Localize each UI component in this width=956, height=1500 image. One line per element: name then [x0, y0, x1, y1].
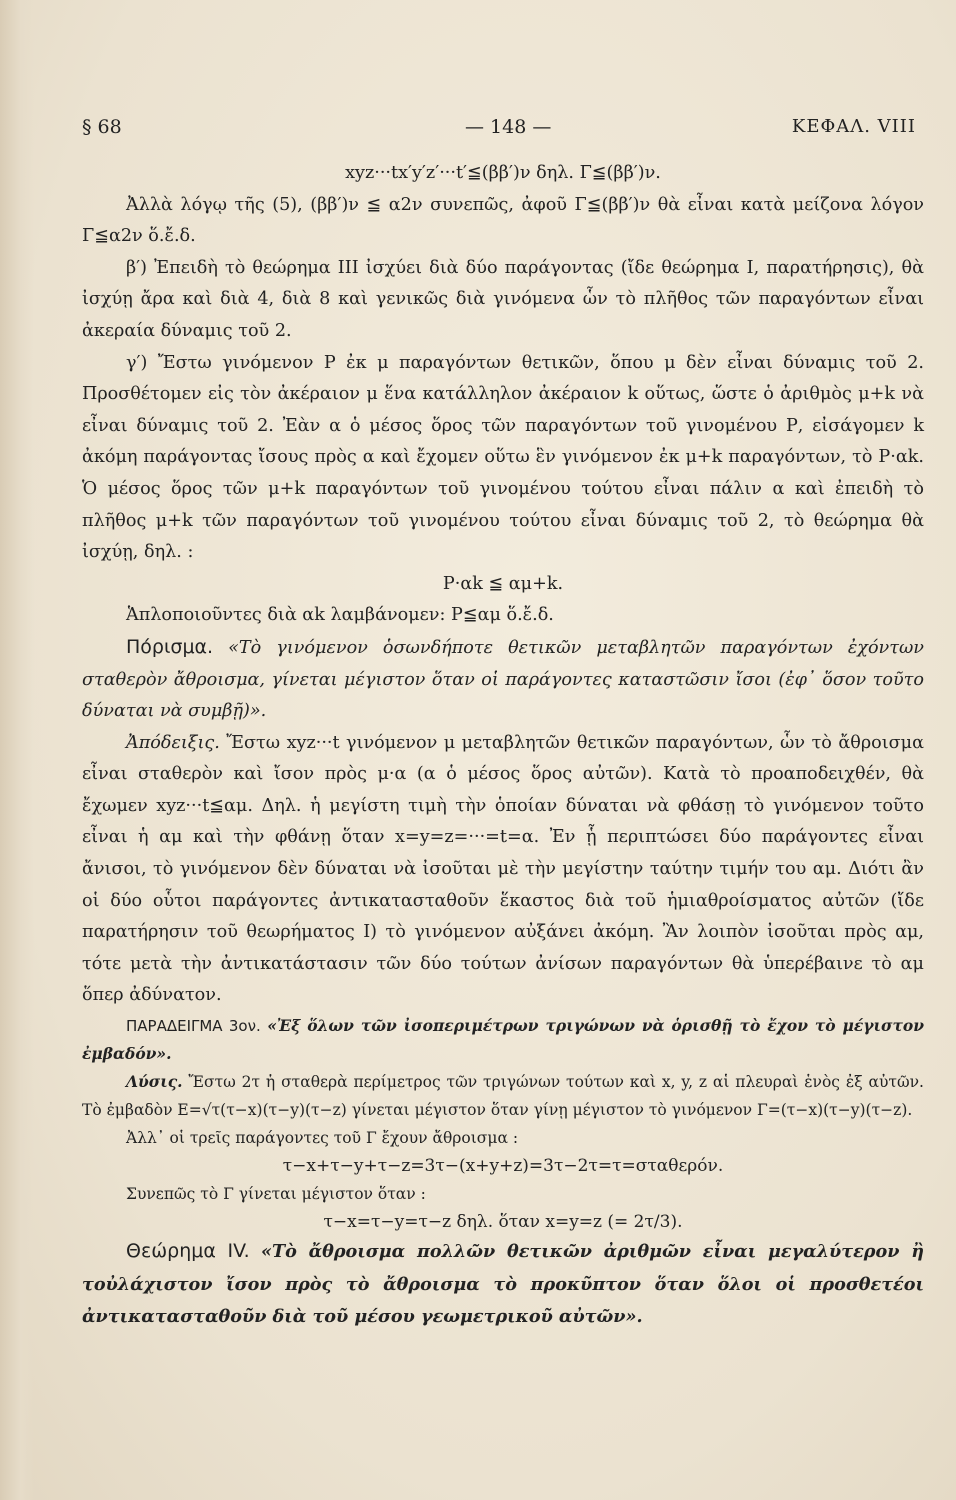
theorem-text: «Τὸ ἄθροισμα πολλῶν θετικῶν ἀριθμῶν εἶναι μεγαλύτερον ἢ τοὐλάχιστον ἴσον πρὸς τὸ ἄθροισμα τὸ προκῦπτον ὅταν ὅλοι οἱ προσθετέοι ἀντικατασταθοῦν διὰ τοῦ μέσου γεωμετρικοῦ αὐτῶν».: [82, 1241, 925, 1328]
proof: [82, 728, 924, 1012]
chapter-label: ΚΕΦΑΛ. VIII: [791, 116, 916, 137]
example-statement: [82, 1012, 924, 1068]
solution-text: Ἔστω 2τ ἡ σταθερὰ περίμετρος τῶν τριγώνων τούτων καὶ x, y, z αἱ πλευραὶ ἑνὸς ἐξ αὐτῶν. Τὸ ἐμβαδὸν Ε=√τ(τ−x)(τ−y)(τ−z) γίνεται μέγιστον ὅταν γίνῃ μέγιστον τὸ γινόμενον Γ=(τ−x)(τ−y)(τ−z).: [82, 1073, 924, 1120]
proof-text: Ἔστω xyz···t γινόμενον μ μεταβλητῶν θετικῶν παραγόντων, ὧν τὸ ἄθροισμα εἶναι σταθερὸν καὶ ἴσον πρὸς μ·α (α ὁ μέσος ὅρος αὐτῶν). Κατὰ τὸ προαποδειχθέν, θὰ ἔχωμεν xyz···t≦αμ. Δηλ. ἡ μεγίστη τιμὴ τὴν ὁποίαν δύναται νὰ φθάσῃ τὸ γινόμενον τοῦτο εἶναι ἡ αμ καὶ τὴν φθάνῃ ὅταν x=y=z=···=t=α. Ἐν ᾗ περιπτώσει δύο παράγοντες εἶναι ἄνισοι, τὸ γινόμενον δὲν δύναται νὰ ἰσοῦται μὲ τὴν μεγίστην ταύτην τιμήν του αμ. Διότι ἂν οἱ δύο οὗτοι παράγοντες ἀντικατασταθοῦν ἕκαστος διὰ τοῦ ἡμιαθροίσματος αὐτῶν (ἴδε παρατήρησιν τοῦ θεωρήματος Ι) τὸ γινόμενον αὐξάνει ἀκόμη. Ἂν λοιπὸν ἰσοῦται πρὸς αμ, τότε μετὰ τὴν ἀντικατάστασιν τῶν δύο τούτων ἀνίσων παραγόντων θὰ ὑπερέβαινε τὸ αμ ὅπερ ἀδύνατον.: [82, 732, 924, 1006]
paragraph: γ′) Ἔστω γινόμενον Ρ ἐκ μ παραγόντων θετικῶν, ὅπου μ δὲν εἶναι δύναμις τοῦ 2. Προσθέτομεν εἰς τὸν ἀκέραιον μ ἕνα κατάλληλον ἀκέραιον k οὕτως, ὥστε ὁ ἀριθμὸς μ+k νὰ εἶναι δύναμις τοῦ 2. Ἐὰν α ὁ μέσος ὅρος τῶν παραγόντων τοῦ γινομένου Ρ, εἰσάγομεν k ἀκόμη παράγοντας ἴσους πρὸς α καὶ ἔχομεν οὕτω ἓν γινόμενον ἐκ μ+k παραγόντων, τὸ Ρ·αk. Ὁ μέσος ὅρος τῶν μ+k παραγόντων τοῦ γινομένου τούτου εἶναι πάλιν α καὶ ἐπειδὴ τὸ πλῆθος μ+k τῶν παραγόντων τοῦ γινομένου τούτου εἶναι δύναμις τοῦ 2, τὸ θεώρημα θὰ ἰσχύῃ, δηλ. :: [82, 352, 924, 563]
theorem-heading: Θεώρημα IV.: [126, 1240, 250, 1263]
page-gutter: [0, 0, 34, 1500]
formula-line: xyz···tx′y′z′···t′≦(ββ′)ν δηλ. Γ≦(ββ′)ν.: [345, 163, 661, 183]
solution-heading: Λύσις.: [126, 1072, 183, 1092]
formula-line: τ−x+τ−y+τ−z=3τ−(x+y+z)=3τ−2τ=τ=σταθερόν.: [282, 1156, 724, 1177]
page-header: [82, 116, 916, 146]
corollary-text: «Τὸ γινόμενον ὁσωνδήποτε θετικῶν μεταβλητῶν παραγόντων ἐχόντων σταθερὸν ἄθροισμα, γίνεται μέγιστον ὅταν οἱ παράγοντες καταστῶσιν ἴσοι (ἐφ᾽ ὅσον τοῦτο δύναται νὰ συμβῇ)».: [82, 637, 925, 722]
paragraph: Ἀλλὰ λόγῳ τῆς (5), (ββ′)ν ≦ α2ν συνεπῶς, ἀφοῦ Γ≦(ββ′)ν θὰ εἶναι κατὰ μείζονα λόγον Γ≦α2ν ὅ.ἔ.δ.: [82, 194, 924, 247]
corollary: [82, 632, 924, 728]
formula-line: τ−x=τ−y=τ−z δηλ. ὅταν x=y=z (= 2τ/3).: [323, 1212, 683, 1233]
theorem: [82, 1236, 924, 1334]
paragraph: Ἁπλοποιοῦντες διὰ αk λαμβάνομεν: Ρ≦αμ ὅ.ἔ.δ.: [126, 605, 554, 626]
paragraph: Ἀλλ᾽ οἱ τρεῖς παράγοντες τοῦ Γ ἔχουν ἄθροισμα :: [126, 1129, 519, 1148]
solution: [82, 1068, 924, 1124]
example-block: [82, 1012, 924, 1236]
formula-line: Ρ·αk ≦ αμ+k.: [442, 573, 564, 594]
corollary-heading: Πόρισμα.: [126, 635, 214, 658]
page-body: [82, 158, 924, 1334]
example-text: «Ἐξ ὅλων τῶν ἰσοπεριμέτρων τριγώνων νὰ ὁρισθῇ τὸ ἔχον τὸ μέγιστον ἐμβαδόν».: [82, 1016, 924, 1064]
proof-heading: Ἀπόδειξις.: [126, 732, 220, 753]
section-number: § 68: [82, 116, 122, 138]
page-number: — 148 —: [465, 116, 552, 138]
example-heading: ΠΑΡΑΔΕΙΓΜΑ 3ον.: [126, 1017, 261, 1036]
paragraph: Συνεπῶς τὸ Γ γίνεται μέγιστον ὅταν :: [126, 1185, 426, 1204]
paragraph: β′) Ἐπειδὴ τὸ θεώρημα ΙΙΙ ἰσχύει διὰ δύο παράγοντας (ἴδε θεώρημα Ι, παρατήρησις), θὰ ἰσχύῃ ἄρα καὶ διὰ 4, διὰ 8 καὶ γενικῶς διὰ γινόμενα ὧν τὸ πλῆθος τῶν παραγόντων εἶναι ἀκεραία δύναμις τοῦ 2.: [82, 257, 924, 341]
